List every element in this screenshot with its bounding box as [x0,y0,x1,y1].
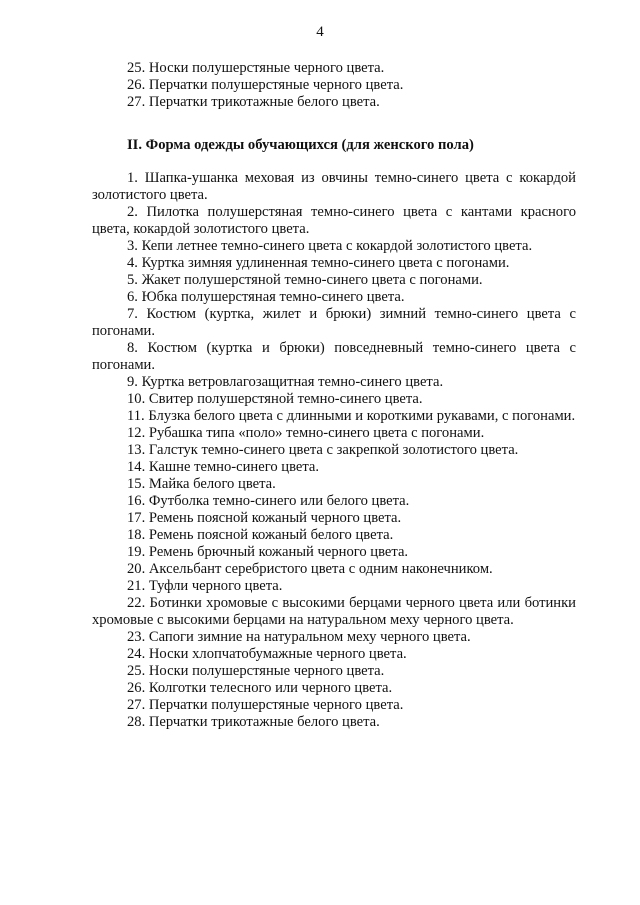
list-item: 28. Перчатки трикотажные белого цвета. [127,714,380,730]
list-item: 24. Носки хлопчатобумажные черного цвета. [127,646,407,662]
list-item: 5. Жакет полушерстяной темно-синего цвета с погонами. [127,272,483,288]
list-item: 21. Туфли черного цвета. [127,578,283,594]
list-item: 17. Ремень поясной кожаный черного цвета. [127,510,402,526]
list-item: 19. Ремень брючный кожаный черного цвета. [127,544,409,560]
list-item: 2. Пилотка полушерстяная темно-синего цвета с кантами красного цвета, кокардой золотистого цвета. [92,204,576,237]
list-item: 11. Блузка белого цвета с длинными и короткими рукавами, с погонами. [127,408,576,424]
list-item: 16. Футболка темно-синего или белого цвета. [127,493,410,509]
section-heading: II. Форма одежды обучающихся (для женского пола) [127,137,474,153]
list-item: 25. Носки полушерстяные черного цвета. [127,60,385,76]
list-item: 18. Ремень поясной кожаный белого цвета. [127,527,394,543]
list-item: 25. Носки полушерстяные черного цвета. [127,663,385,679]
list-item: 27. Перчатки полушерстяные черного цвета. [127,697,404,713]
list-item: 8. Костюм (куртка и брюки) повседневный темно-синего цвета с погонами. [92,340,576,373]
list-item: 9. Куртка ветровлагозащитная темно-синего цвета. [127,374,444,390]
list-item: 3. Кепи летнее темно-синего цвета с кокардой золотистого цвета. [127,238,533,254]
list-item: 27. Перчатки трикотажные белого цвета. [127,94,380,110]
list-item: 20. Аксельбант серебристого цвета с одним наконечником. [127,561,493,577]
list-item: 23. Сапоги зимние на натуральном меху черного цвета. [127,629,471,645]
list-item: 26. Перчатки полушерстяные черного цвета. [127,77,404,93]
list-item: 15. Майка белого цвета. [127,476,276,492]
list-item: 6. Юбка полушерстяная темно-синего цвета. [127,289,405,305]
list-item: 26. Колготки телесного или черного цвета. [127,680,393,696]
section-item-list [92,170,576,731]
list-item: 4. Куртка зимняя удлиненная темно-синего цвета с погонами. [127,255,510,271]
continued-item-list [92,60,576,111]
list-item: 13. Галстук темно-синего цвета с закрепкой золотистого цвета. [127,442,519,458]
list-item: 22. Ботинки хромовые с высокими берцами черного цвета или ботинки хромовые с высокими берцами на натуральном меху черного цвета. [92,595,576,628]
page-content [92,60,576,731]
list-item: 12. Рубашка типа «поло» темно-синего цвета с погонами. [127,425,485,441]
list-item: 14. Кашне темно-синего цвета. [127,459,320,475]
page-number: 4 [316,24,324,40]
list-item: 1. Шапка-ушанка меховая из овчины темно-синего цвета с кокардой золотистого цвета. [92,170,576,203]
list-item: 10. Свитер полушерстяной темно-синего цвета. [127,391,423,407]
list-item: 7. Костюм (куртка, жилет и брюки) зимний темно-синего цвета с погонами. [92,306,576,339]
